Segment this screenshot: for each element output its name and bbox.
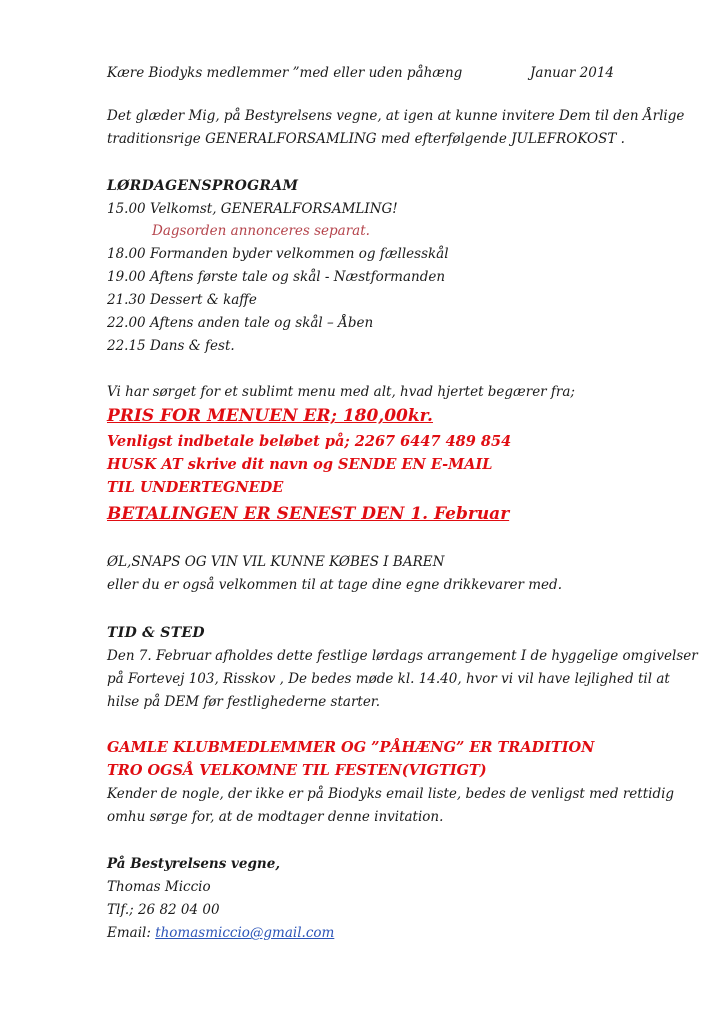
members-headline-2: TRO OGSÅ VELKOMNE TIL FESTEN(VIGTIGT) [107, 762, 487, 779]
place-line: hilse på DEM før festlighederne starter. [107, 694, 381, 710]
intro-line-1: Det glæder Mig, på Bestyrelsens vegne, at igen at kunne invitere Dem til den Årlige [107, 108, 685, 124]
program-title: LØRDAGENSPROGRAM [107, 178, 299, 194]
menu-intro: Vi har sørget for et sublimt menu med alt, hvad hjertet begærer fra; [107, 384, 575, 400]
program-item: 22.15 Dans & fest. [107, 338, 235, 354]
payment-account: Venligst indbetale beløbet på; 2267 6447 489 854 [107, 433, 512, 450]
payment-deadline: BETALINGEN ER SENEST DEN 1. Februar [107, 504, 510, 524]
letter-date: Januar 2014 [530, 65, 614, 81]
signature-phone: Tlf.; 26 82 04 00 [107, 902, 220, 918]
signature-on-behalf: På Bestyrelsens vegne, [107, 856, 281, 872]
program-item: 22.00 Aftens anden tale og skål – Åben [107, 315, 374, 331]
email-label: Email: [107, 925, 156, 941]
place-line: Den 7. Februar afholdes dette festlige lørdags arrangement I de hyggelige omgivelser [107, 648, 698, 664]
program-agenda-note: Dagsorden annonceres separat. [152, 223, 370, 239]
program-item: 18.00 Formanden byder velkommen og fællesskål [107, 246, 449, 262]
members-headline-1: GAMLE KLUBMEDLEMMER OG ”PÅHÆNG” ER TRADITION [107, 739, 595, 756]
members-line: omhu sørge for, at de modtager denne invitation. [107, 809, 444, 825]
email-reminder-1: HUSK AT skrive dit navn og SENDE EN E-MAIL [107, 456, 493, 473]
members-line: Kender de nogle, der ikke er på Biodyks email liste, bedes de venligst med rettidig [107, 786, 675, 802]
email-reminder-2: TIL UNDERTEGNEDE [107, 479, 284, 496]
bar-line-2: eller du er også velkommen til at tage dine egne drikkevarer med. [107, 577, 562, 593]
email-link[interactable]: thomasmiccio@gmail.com [155, 925, 335, 941]
signature-email-row [107, 924, 334, 942]
program-item: 15.00 Velkomst, GENERALFORSAMLING! [107, 201, 398, 217]
signature-name: Thomas Miccio [107, 879, 211, 895]
place-title: TID & STED [107, 625, 205, 641]
greeting: Kære Biodyks medlemmer ”med eller uden påhæng [107, 65, 463, 81]
place-line: på Fortevej 103, Risskov , De bedes møde kl. 14.40, hvor vi vil have lejlighed til at [107, 671, 670, 687]
program-item: 21.30 Dessert & kaffe [107, 292, 257, 308]
menu-price: PRIS FOR MENUEN ER; 180,00kr. [107, 406, 433, 426]
intro-line-2: traditionsrige GENERALFORSAMLING med efterfølgende JULEFROKOST . [107, 131, 625, 147]
program-item: 19.00 Aftens første tale og skål - Næstformanden [107, 269, 446, 285]
bar-line-1: ØL,SNAPS OG VIN VIL KUNNE KØBES I BAREN [107, 554, 445, 570]
